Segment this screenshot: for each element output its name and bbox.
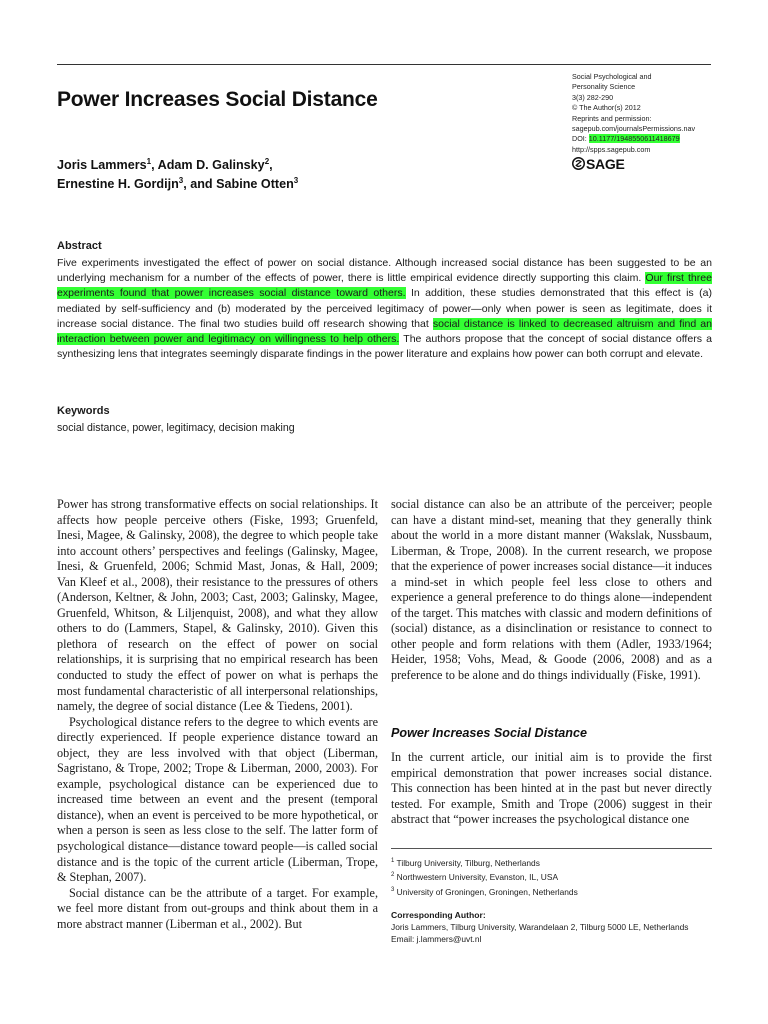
- body-paragraph: Psychological distance refers to the degree to which events are directly experienced. If people experience distance toward an object, they are less involved with that object (Liberman, Sagristano, & Trope, 2002; Trope & Liberman, 2000, 2003). For example, psychological distance can be experienced due to increased time between an event and the present (temporal distance), when an event is perceived to be more hypothetical, or when a person is seen as less close to the self. The latter form of psychological distance—distance toward people—is called social distance and is the topic of the current article (Liberman, Trope, & Stephan, 2007).: [57, 714, 378, 885]
- highlighted-text: social distance is linked to decreased altruism and find an interaction between power and legitimacy on willingness to help others.: [57, 317, 712, 346]
- footnote-rule: [391, 848, 712, 849]
- affiliation-text: Northwestern University, Evanston, IL, USA: [396, 872, 559, 883]
- affiliation-marker: 3: [391, 886, 395, 893]
- meta-line: Reprints and permission:: [572, 113, 652, 123]
- meta-line: 3(3) 282-290: [572, 92, 614, 102]
- affiliation-item: [391, 855, 578, 869]
- corresponding-author-details: [391, 922, 688, 945]
- author-name: , Adam D. Galinsky: [151, 158, 265, 172]
- author-name: Ernestine H. Gordijn: [57, 176, 179, 191]
- affiliation-item: [391, 869, 578, 883]
- body-column-left: [57, 497, 378, 932]
- abstract-segment: Five experiments investigated the effect of power on social distance. Although increased social distance has been suggested to be an underlying mechanism for a number of the effects of power, there is little empirical evidence directly supporting this claim.: [57, 257, 712, 285]
- sage-swirl-icon: [572, 157, 585, 170]
- corresponding-address: Joris Lammers, Tilburg University, Warandelaan 2, Tilburg 5000 LE, Netherlands: [391, 922, 689, 932]
- sage-logo: [572, 157, 722, 170]
- author-name: , and Sabine Otten: [183, 176, 294, 191]
- top-rule: [57, 64, 711, 65]
- journal-url-link[interactable]: http://spps.sagepub.com: [572, 144, 651, 154]
- article-title: Power Increases Social Distance: [57, 88, 378, 111]
- permissions-link[interactable]: sagepub.com/journalsPermissions.nav: [572, 124, 696, 134]
- keywords-heading: Keywords: [57, 405, 110, 417]
- body-paragraph: social distance can also be an attribute of the perceiver; people can have a distant mind-set, meaning that they generally think about the world in a more distant manner (Wakslak, Nussbaum, Liberman, & Trope, 2008). In the current research, we propose that the experience of power increases social distance—it induces a mind-set in which people feel less close to others and experience a general preference to do things alone—independent of the target. This matches with classic and modern definitions of (social) distance, as a disinclination or resistance to connect to other people and form relations with them (Adler, 1933/1964; Heider, 1958; Vohs, Mead, & Goode (2006, 2008) and as a preference to be alone and do things individually (Fiske, 1991).: [391, 497, 712, 683]
- affiliation-marker: 2: [264, 156, 270, 166]
- meta-line: Personality Science: [572, 82, 636, 92]
- body-column-right: [391, 497, 712, 684]
- affiliation-text: University of Groningen, Groningen, Netherlands: [396, 886, 578, 897]
- affiliation-marker: 2: [391, 872, 395, 879]
- corresponding-email[interactable]: Email: j.lammers@uvt.nl: [391, 933, 482, 944]
- affiliations: [391, 855, 578, 898]
- body-paragraph: In the current article, our initial aim is to provide the first empirical demonstration that power increases social distance. This connection has been hinted at in the past but never directly tested. For example, Smith and Trope (2006) suggest in their abstract that “power increases the psychological distance one: [391, 750, 712, 827]
- separator: ,: [269, 158, 273, 172]
- doi-label: DOI:: [572, 134, 587, 144]
- author-line-2: [57, 175, 298, 194]
- affiliation-marker: 3: [293, 175, 299, 185]
- highlighted-text: Our first three experiments found that power increases social distance toward others.: [57, 272, 712, 300]
- abstract-heading: Abstract: [57, 240, 102, 252]
- section-heading: Power Increases Social Distance: [391, 726, 588, 740]
- author-name: Joris Lammers: [57, 158, 147, 172]
- meta-line: Social Psychological and: [572, 72, 652, 81]
- journal-meta: [572, 72, 722, 170]
- affiliation-marker: 1: [391, 858, 395, 864]
- publisher-name: SAGE: [586, 155, 625, 172]
- keywords-text: social distance, power, legitimacy, decision making: [57, 422, 295, 434]
- body-column-right-continued: [391, 750, 712, 828]
- abstract-segment: In addition, these studies demonstrated that this effect is (a) mediated by self-sufficiency and (b) moderated by the perceived legitimacy of power—only when power is seen as legitimate, does it increase social distance. The final two studies build off research showing that: [57, 287, 712, 330]
- doi-link[interactable]: 10.1177/1948550611418679: [588, 134, 680, 144]
- author-line-1: [57, 156, 298, 175]
- affiliation-marker: 3: [178, 175, 184, 185]
- abstract-segment: The authors propose that the concept of social distance offers a synthesizing lens that integrates seemingly disparate findings in the power literature and explains how power can both corrupt and elevate.: [57, 333, 712, 361]
- body-paragraph: Power has strong transformative effects on social relationships. It affects how people perceive others (Fiske, 1993; Gruenfeld, Inesi, Magee, & Galinsky, 2008), the degree to which people take into account others’ perspectives and feelings (Galinsky, Magee, Inesi, & Gruenfeld, 2006; Schmid Mast, Jonas, & Hall, 2009; Van Kleef et al., 2008), their resistance to the pressures of others (Anderson, Keltner, & John, 2003; Cast, 2003; Galinsky, Magee, Gruenfeld, Whitson, & Liljenquist, 2008), and what they allow others to do (Lammers, Stapel, & Galinsky, 2010). Given this plethora of research on the effect of power on social relationships, it is surprising that no empirical research has been conducted to study the effect of power on what is perhaps the most fundamental characteristic of all interpersonal relationships, namely, the degree of social distance (Lee & Tiedens, 2001).: [57, 497, 378, 714]
- doi-line: [572, 134, 722, 144]
- corresponding-author-heading: Corresponding Author:: [391, 910, 486, 920]
- affiliation-marker: 1: [146, 156, 152, 166]
- body-paragraph: Social distance can be the attribute of a target. For example, we feel more distant from out-groups and think about them in a more abstract manner (Liberman et al., 2002). But: [57, 885, 378, 931]
- affiliation-item: [391, 884, 578, 898]
- affiliation-text: Tilburg University, Tilburg, Netherlands: [396, 857, 540, 868]
- meta-line: © The Author(s) 2012: [572, 103, 641, 113]
- abstract-text: [57, 256, 712, 362]
- author-list: [57, 156, 298, 193]
